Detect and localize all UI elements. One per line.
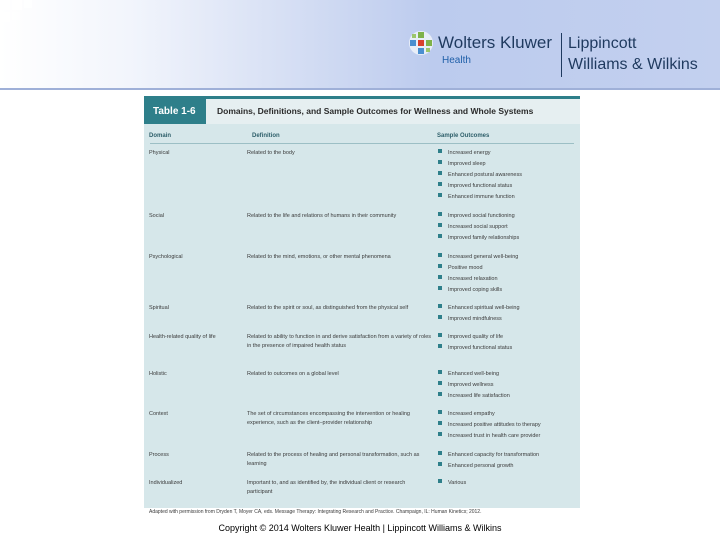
outcome-item — [438, 286, 502, 295]
outcome-item — [438, 370, 499, 379]
outcome-item — [438, 193, 515, 202]
row-process-domain: Process — [149, 452, 169, 458]
outcome-text: Enhanced personal growth — [448, 463, 514, 469]
outcome-text: Improved coping skills — [448, 287, 503, 293]
outcome-text: Various — [448, 480, 467, 486]
outcome-text: Improved social functioning — [448, 213, 515, 219]
row-individualized-domain: Individualized — [149, 480, 183, 486]
bullet-icon — [438, 392, 442, 396]
banner-decor-square — [0, 0, 10, 10]
outcome-item — [438, 223, 508, 232]
outcome-text: Increased positive attitudes to therapy — [448, 422, 541, 428]
logo-name: Wolters Kluwer — [438, 33, 552, 52]
outcome-text: Increased relaxation — [448, 276, 498, 282]
row-holistic-domain: Holistic — [149, 371, 167, 377]
outcome-item — [438, 344, 512, 353]
bullet-icon — [438, 149, 442, 153]
banner-decor-square — [24, 0, 32, 8]
row-social-definition: Related to the life and relations of humans in their community — [247, 213, 397, 219]
row-context-domain: Context — [149, 411, 168, 417]
outcome-item — [438, 264, 483, 273]
bullet-icon — [438, 333, 442, 337]
bullet-icon — [438, 432, 442, 436]
outcome-text: Improved mindfulness — [448, 316, 502, 322]
outcome-item — [438, 149, 491, 158]
header-banner — [0, 0, 720, 90]
outcome-text: Improved family relationships — [448, 235, 520, 241]
row-holistic-definition: Related to outcomes on a global level — [247, 371, 339, 377]
bullet-icon — [438, 410, 442, 414]
outcome-text: Enhanced immune function — [448, 194, 515, 200]
bullet-icon — [438, 315, 442, 319]
outcome-item — [438, 421, 541, 430]
outcome-text: Improved wellness — [448, 382, 494, 388]
outcome-text: Improved quality of life — [448, 334, 504, 340]
publisher-line-2: Williams & Wilkins — [568, 56, 698, 73]
outcome-item — [438, 304, 520, 313]
row-spiritual-domain: Spiritual — [149, 305, 169, 311]
table-title: Domains, Definitions, and Sample Outcomes for Wellness and Whole Systems — [217, 106, 534, 116]
outcome-item — [438, 462, 513, 471]
bullet-icon — [438, 193, 442, 197]
outcome-item — [438, 410, 495, 419]
outcome-text: Improved sleep — [448, 161, 486, 167]
outcome-item — [438, 451, 539, 460]
column-header-domain: Domain — [149, 133, 172, 139]
outcome-item — [438, 171, 522, 180]
publisher-line-1: Lippincott — [568, 35, 637, 52]
outcome-text: Enhanced spiritual well-being — [448, 305, 520, 311]
bullet-icon — [438, 223, 442, 227]
bullet-icon — [438, 304, 442, 308]
bullet-icon — [438, 479, 442, 483]
outcome-text: Improved functional status — [448, 345, 513, 351]
bullet-icon — [438, 462, 442, 466]
bullet-icon — [438, 286, 442, 290]
outcome-text: Enhanced postural awareness — [448, 172, 522, 178]
banner-decor-square — [12, 0, 22, 10]
banner-decor-square — [0, 12, 10, 22]
outcome-text: Increased trust in health care provider — [448, 433, 541, 439]
row-individualized-definition: Important to, and as identified by, the individual client or research participant — [247, 480, 406, 495]
outcome-item — [438, 432, 540, 441]
outcome-text: Increased life satisfaction — [448, 393, 510, 399]
outcome-item — [438, 315, 502, 324]
outcome-text: Enhanced capacity for transformation — [448, 452, 540, 458]
outcome-text: Increased empathy — [448, 411, 495, 417]
bullet-icon — [438, 234, 442, 238]
row-process-definition: Related to the process of healing and personal transformation, such as learning — [247, 452, 420, 467]
row-hrqol-definition: Related to ability to function in and derive satisfaction from a variety of roles in the presence of impaired health status — [247, 334, 432, 349]
outcome-item — [438, 212, 515, 221]
bullet-icon — [438, 171, 442, 175]
logo-sub: Health — [442, 55, 471, 66]
column-header-definition: Definition — [252, 133, 280, 139]
outcome-item — [438, 234, 519, 243]
bullet-icon — [438, 253, 442, 257]
outcome-item — [438, 253, 518, 262]
outcome-text: Increased energy — [448, 150, 491, 156]
copyright-footer: Copyright © 2014 Wolters Kluwer Health | Lippincott Williams & Wilkins — [218, 523, 502, 533]
outcome-item — [438, 381, 494, 390]
row-physical-definition: Related to the body — [247, 150, 295, 156]
outcome-item — [438, 479, 466, 488]
lww-logo — [568, 33, 698, 75]
outcome-text: Increased social support — [448, 224, 508, 230]
bullet-icon — [438, 275, 442, 279]
bullet-icon — [438, 370, 442, 374]
bullet-icon — [438, 160, 442, 164]
outcome-text: Increased general well-being — [448, 254, 519, 260]
bullet-icon — [438, 421, 442, 425]
outcome-item — [438, 182, 512, 191]
outcome-text: Positive mood — [448, 265, 483, 271]
table-figure — [144, 96, 580, 522]
row-psychological-definition: Related to the mind, emotions, or other mental phenomena — [247, 254, 391, 260]
row-psychological-domain: Psychological — [149, 254, 183, 260]
outcome-text: Enhanced well-being — [448, 371, 500, 377]
banner-decor-square — [12, 12, 20, 20]
row-hrqol-domain: Health-related quality of life — [149, 334, 216, 340]
outcome-item — [438, 392, 510, 401]
bullet-icon — [438, 451, 442, 455]
column-header-outcomes: Sample Outcomes — [437, 133, 490, 139]
bullet-icon — [438, 381, 442, 385]
outcome-item — [438, 160, 486, 169]
logo-divider — [561, 33, 562, 77]
table-number: Table 1-6 — [144, 99, 206, 124]
bullet-icon — [438, 264, 442, 268]
table-source-note: Adapted with permission from Dryden T, Moyer CA, eds. Message Therapy: Integrating Research and Practice. Champaign, IL: Human Kinetics; 2012. — [149, 509, 482, 515]
outcome-text: Improved functional status — [448, 183, 513, 189]
wolters-kluwer-mark-icon — [408, 30, 434, 56]
row-context-definition: The set of circumstances encompassing the intervention or healing experience, such as the client–provider relationship — [247, 411, 410, 426]
outcome-item — [438, 333, 503, 342]
row-social-domain: Social — [149, 213, 164, 219]
bullet-icon — [438, 182, 442, 186]
banner-rule — [0, 88, 720, 90]
row-spiritual-definition: Related to the spirit or soul, as distinguished from the physical self — [247, 305, 409, 311]
header-rule — [150, 143, 574, 144]
bullet-icon — [438, 344, 442, 348]
row-physical-domain: Physical — [149, 150, 170, 156]
bullet-icon — [438, 212, 442, 216]
outcome-item — [438, 275, 498, 284]
